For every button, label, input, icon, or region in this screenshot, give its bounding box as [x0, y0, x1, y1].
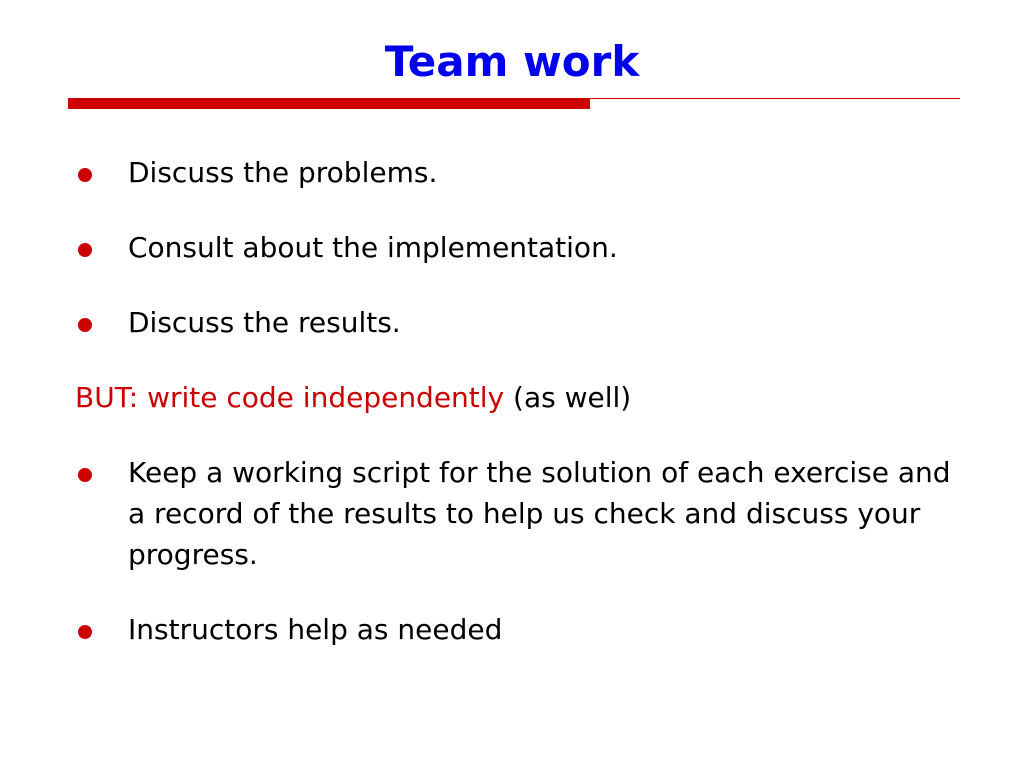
note-rest: (as well) — [504, 381, 632, 414]
bullet-item — [75, 609, 955, 650]
slide-title: Team work — [384, 37, 640, 86]
bullet-text: Consult about the implementation. — [128, 231, 618, 264]
bullet-text: Instructors help as needed — [128, 613, 503, 646]
bullet-item — [75, 227, 955, 268]
bullet-item — [75, 152, 955, 193]
bullet-dot-icon — [78, 243, 92, 257]
bullet-item — [75, 302, 955, 343]
bullet-text: Keep a working script for the solution of each exercise and a record of the results to help us check and discuss your progress. — [128, 456, 951, 571]
bullet-dot-icon — [78, 318, 92, 332]
bullet-dot-icon — [78, 168, 92, 182]
bullet-text: Discuss the results. — [128, 306, 401, 339]
bullet-dot-icon — [78, 625, 92, 639]
note-highlight: BUT: write code independently — [75, 381, 505, 414]
title-underline-thin — [590, 98, 960, 99]
title-underline-thick — [68, 98, 590, 109]
bullet-dot-icon — [78, 468, 92, 482]
slide-body — [75, 152, 955, 684]
bullet-text: Discuss the problems. — [128, 156, 438, 189]
note-line — [75, 377, 955, 418]
bullet-item — [75, 452, 955, 575]
